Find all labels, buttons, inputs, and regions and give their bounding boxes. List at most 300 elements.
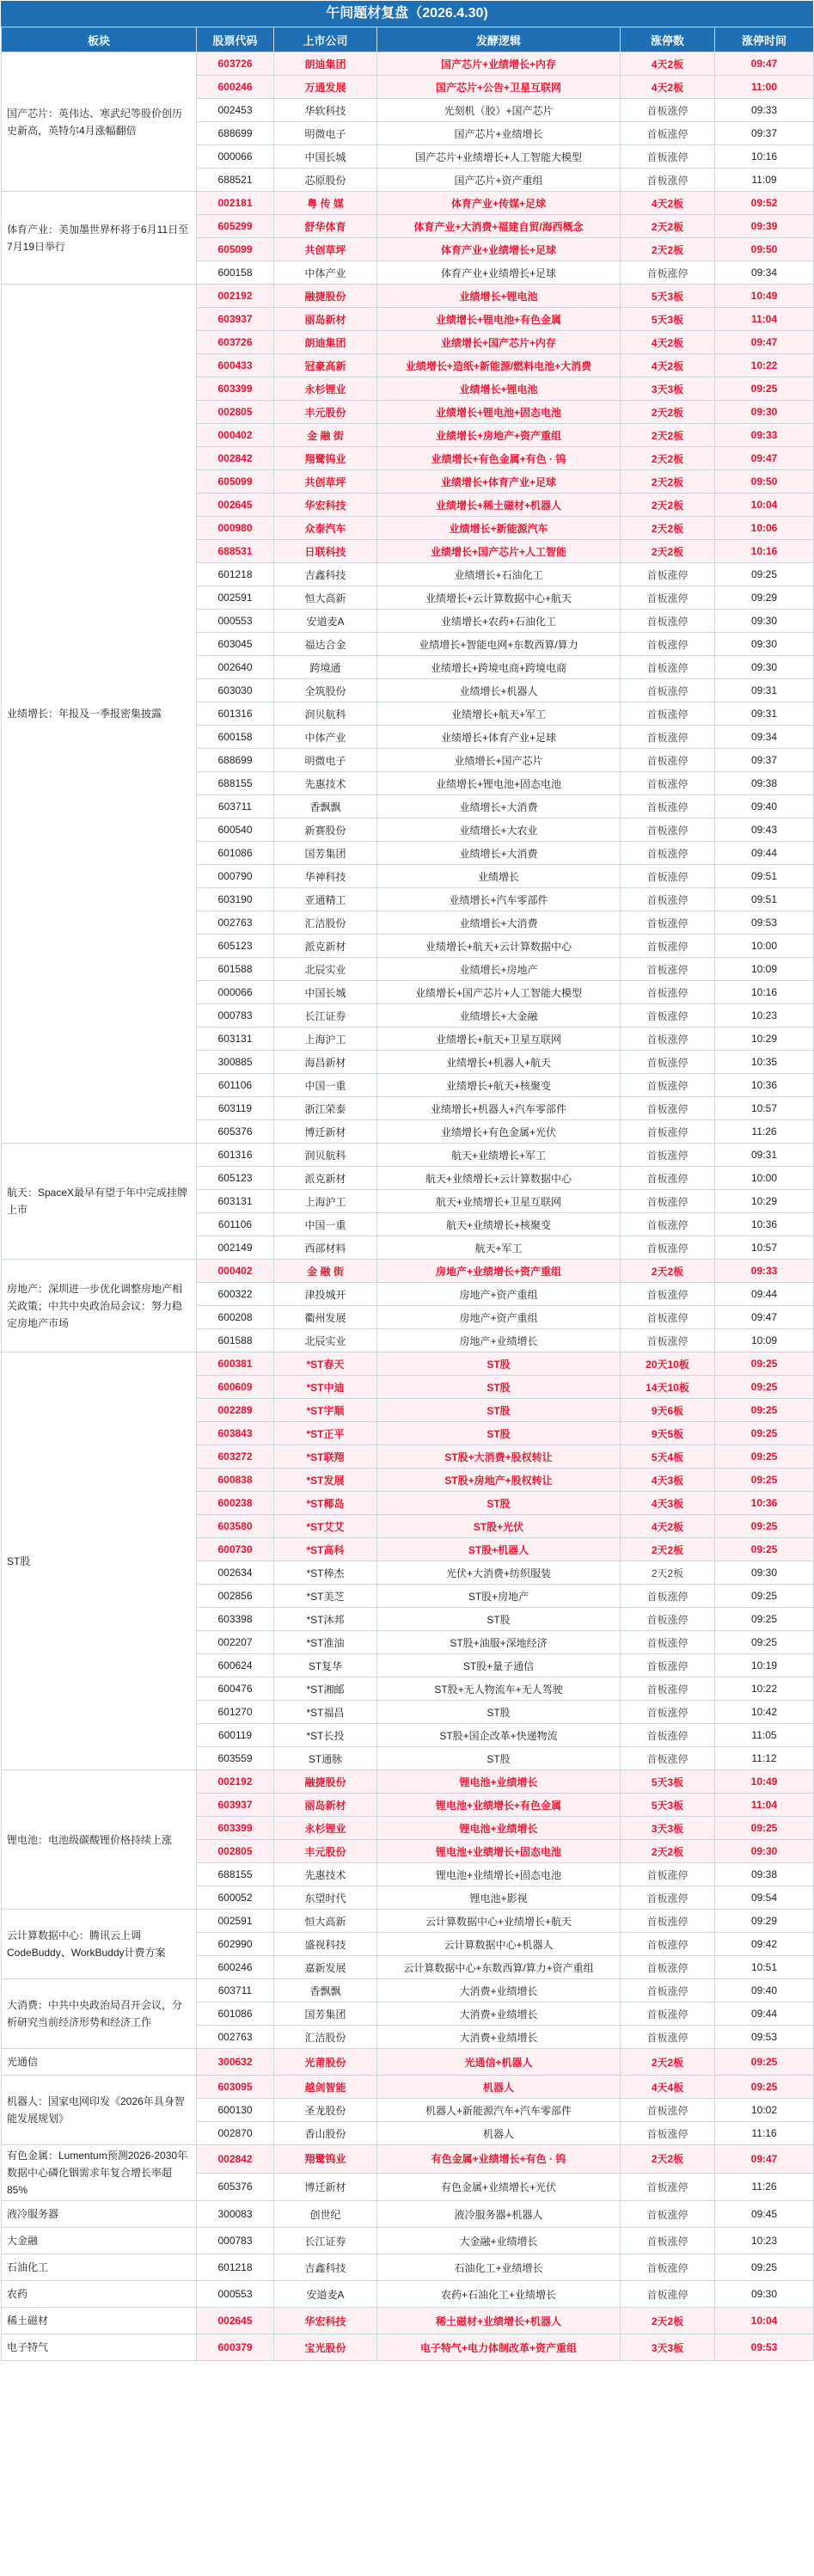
logic-text: 业绩增长+汽车零部件 <box>377 888 621 911</box>
board-count: 2天2板 <box>621 2308 715 2334</box>
logic-text: 业绩增长+体育产业+足球 <box>377 470 621 494</box>
company-name: 丽岛新材 <box>274 1794 377 1817</box>
company-name: ST通脉 <box>274 1747 377 1770</box>
limit-time: 09:37 <box>715 122 814 145</box>
board-count: 首板涨停 <box>621 1863 715 1886</box>
limit-time: 09:25 <box>715 1399 814 1422</box>
logic-text: 业绩增长+国产芯片+人工智能 <box>377 540 621 563</box>
board-count: 首板涨停 <box>621 1956 715 1979</box>
logic-text: 业绩增长+稀土磁材+机器人 <box>377 494 621 517</box>
logic-text: 业绩增长+农药+石油化工 <box>377 610 621 633</box>
company-name: 越剑智能 <box>274 2076 377 2099</box>
logic-text: 业绩增长+体育产业+足球 <box>377 726 621 749</box>
company-name: 融捷股份 <box>274 1770 377 1794</box>
limit-time: 09:53 <box>715 911 814 935</box>
limit-time: 09:50 <box>715 470 814 494</box>
table-row <box>2 1352 814 1376</box>
limit-time: 09:37 <box>715 749 814 772</box>
limit-time: 10:35 <box>715 1051 814 1074</box>
limit-time: 09:45 <box>715 2201 814 2228</box>
board-count: 首板涨停 <box>621 1631 715 1654</box>
stock-code: 600730 <box>197 1538 274 1561</box>
company-name: 西部材料 <box>274 1236 377 1260</box>
stock-code: 002856 <box>197 1585 274 1608</box>
stock-code: 688531 <box>197 540 274 563</box>
stock-code: 688699 <box>197 122 274 145</box>
company-name: 众泰汽车 <box>274 517 377 540</box>
stock-code: 601316 <box>197 1144 274 1167</box>
limit-time: 09:40 <box>715 795 814 819</box>
board-count: 14天10板 <box>621 1376 715 1399</box>
company-name: 日联科技 <box>274 540 377 563</box>
logic-text: 体育产业+传媒+足球 <box>377 192 621 215</box>
table-row <box>2 2334 814 2361</box>
table-row <box>2 1144 814 1167</box>
stock-code: 688155 <box>197 772 274 795</box>
limit-time: 11:05 <box>715 1724 814 1747</box>
board-count: 首板涨停 <box>621 2122 715 2145</box>
limit-time: 09:31 <box>715 702 814 726</box>
logic-text: 锂电池+业绩增长+有色金属 <box>377 1794 621 1817</box>
company-name: 芯原股份 <box>274 169 377 192</box>
limit-time: 10:09 <box>715 1329 814 1352</box>
sector-cell: 业绩增长：年报及一季报密集披露 <box>2 285 197 1144</box>
board-count: 4天3板 <box>621 1492 715 1515</box>
stock-code: 002181 <box>197 192 274 215</box>
logic-text: 锂电池+业绩增长 <box>377 1817 621 1840</box>
board-count: 首板涨停 <box>621 935 715 958</box>
logic-text: ST股+房地产 <box>377 1585 621 1608</box>
limit-time: 10:16 <box>715 145 814 169</box>
table-row <box>2 1260 814 1283</box>
company-name: *ST宇顺 <box>274 1399 377 1422</box>
logic-text: 业绩增长+锂电池 <box>377 285 621 308</box>
table-row <box>2 1770 814 1794</box>
board-count: 首板涨停 <box>621 2026 715 2049</box>
logic-text: 业绩增长+锂电池 <box>377 377 621 401</box>
company-name: 浙江荣泰 <box>274 1097 377 1120</box>
board-count: 4天2板 <box>621 331 715 354</box>
stock-table <box>1 27 814 2361</box>
board-count: 2天2板 <box>621 1840 715 1863</box>
limit-time: 09:30 <box>715 2281 814 2308</box>
limit-time: 09:47 <box>715 331 814 354</box>
table-row <box>2 2076 814 2099</box>
limit-time: 09:25 <box>715 1608 814 1631</box>
limit-time: 10:36 <box>715 1492 814 1515</box>
company-name: 粤 传 媒 <box>274 192 377 215</box>
logic-text: 业绩增长+锂电池+固态电池 <box>377 401 621 424</box>
limit-time: 11:09 <box>715 169 814 192</box>
logic-text: 国产芯片+业绩增长 <box>377 122 621 145</box>
company-name: 博迁新材 <box>274 2173 377 2201</box>
board-count: 首板涨停 <box>621 1027 715 1051</box>
logic-text: 国产芯片+业绩增长+人工智能大模型 <box>377 145 621 169</box>
limit-time: 10:51 <box>715 1956 814 1979</box>
limit-time: 09:25 <box>715 2254 814 2281</box>
company-name: 香飘飘 <box>274 795 377 819</box>
limit-time: 09:30 <box>715 610 814 633</box>
company-name: 全筑股份 <box>274 679 377 702</box>
logic-text: 业绩增长+大消费 <box>377 842 621 865</box>
table-row <box>2 2201 814 2228</box>
logic-text: 大消费+业绩增长 <box>377 1979 621 2003</box>
stock-code: 002192 <box>197 285 274 308</box>
stock-code: 603131 <box>197 1190 274 1213</box>
company-name: 圣龙股份 <box>274 2099 377 2122</box>
stock-code: 002591 <box>197 1910 274 1933</box>
board-count: 5天3板 <box>621 1794 715 1817</box>
stock-code: 002640 <box>197 656 274 679</box>
logic-text: 业绩增长 <box>377 865 621 888</box>
stock-code: 603190 <box>197 888 274 911</box>
stock-code: 002842 <box>197 447 274 470</box>
logic-text: 机器人 <box>377 2076 621 2099</box>
sector-cell: 房地产：深圳进一步优化调整房地产相关政策；中共中央政治局会议：努力稳定房地产市场 <box>2 1260 197 1352</box>
board-count: 4天2板 <box>621 354 715 377</box>
company-name: *ST长投 <box>274 1724 377 1747</box>
logic-text: ST股+大消费+股权转让 <box>377 1445 621 1469</box>
stock-code: 601270 <box>197 1701 274 1724</box>
board-count: 4天4板 <box>621 2076 715 2099</box>
board-count: 首板涨停 <box>621 1190 715 1213</box>
logic-text: 锂电池+业绩增长+固态电池 <box>377 1863 621 1886</box>
company-name: 丰元股份 <box>274 401 377 424</box>
board-count: 首板涨停 <box>621 772 715 795</box>
limit-time: 11:04 <box>715 1794 814 1817</box>
limit-time: 09:40 <box>715 1979 814 2003</box>
logic-text: 体育产业+业绩增长+足球 <box>377 238 621 261</box>
board-count: 2天2板 <box>621 540 715 563</box>
limit-time: 10:04 <box>715 2308 814 2334</box>
logic-text: 房地产+资产重组 <box>377 1306 621 1329</box>
limit-time: 11:16 <box>715 2122 814 2145</box>
stock-code: 605299 <box>197 215 274 238</box>
stock-code: 600379 <box>197 2334 274 2361</box>
company-name: 先惠技术 <box>274 772 377 795</box>
limit-time: 09:31 <box>715 1144 814 1167</box>
company-name: 恒大高新 <box>274 586 377 610</box>
stock-code: 002289 <box>197 1399 274 1422</box>
limit-time: 09:39 <box>715 215 814 238</box>
company-name: 长江证券 <box>274 2228 377 2254</box>
company-name: 恒大高新 <box>274 1910 377 1933</box>
board-count: 3天3板 <box>621 2334 715 2361</box>
board-count: 首板涨停 <box>621 888 715 911</box>
company-name: 明微电子 <box>274 122 377 145</box>
limit-time: 11:26 <box>715 2173 814 2201</box>
board-count: 首板涨停 <box>621 1097 715 1120</box>
company-name: 光莆股份 <box>274 2049 377 2076</box>
board-count: 首板涨停 <box>621 169 715 192</box>
stock-code: 688699 <box>197 749 274 772</box>
company-name: 衢州发展 <box>274 1306 377 1329</box>
company-name: 香山股份 <box>274 2122 377 2145</box>
stock-code: 601106 <box>197 1213 274 1236</box>
logic-text: 光伏+大消费+纺织服装 <box>377 1561 621 1585</box>
stock-code: 600322 <box>197 1283 274 1306</box>
board-count: 2天2板 <box>621 2145 715 2174</box>
table-row <box>2 2281 814 2308</box>
sector-cell: 机器人：国家电网印发《2026年具身智能发展规划》 <box>2 2076 197 2145</box>
stock-code: 601588 <box>197 1329 274 1352</box>
limit-time: 10:36 <box>715 1074 814 1097</box>
stock-code: 603272 <box>197 1445 274 1469</box>
logic-text: ST股 <box>377 1422 621 1445</box>
header-limit-time: 涨停时间 <box>715 28 814 52</box>
limit-time: 10:04 <box>715 494 814 517</box>
company-name: *ST棒杰 <box>274 1561 377 1585</box>
company-name: 博迁新材 <box>274 1120 377 1144</box>
company-name: 福达合金 <box>274 633 377 656</box>
board-count: 4天2板 <box>621 52 715 76</box>
limit-time: 11:04 <box>715 308 814 331</box>
company-name: *ST高科 <box>274 1538 377 1561</box>
board-count: 2天2板 <box>621 1538 715 1561</box>
board-count: 首板涨停 <box>621 633 715 656</box>
limit-time: 10:49 <box>715 285 814 308</box>
company-name: 宝光股份 <box>274 2334 377 2361</box>
board-count: 首板涨停 <box>621 1585 715 1608</box>
company-name: 北辰实业 <box>274 958 377 981</box>
logic-text: ST股+量子通信 <box>377 1654 621 1677</box>
board-count: 首板涨停 <box>621 702 715 726</box>
board-count: 首板涨停 <box>621 2099 715 2122</box>
logic-text: 航天+业绩增长+卫星互联网 <box>377 1190 621 1213</box>
board-count: 首板涨停 <box>621 958 715 981</box>
limit-time: 10:57 <box>715 1236 814 1260</box>
company-name: 跨境通 <box>274 656 377 679</box>
limit-time: 09:33 <box>715 424 814 447</box>
limit-time: 09:47 <box>715 447 814 470</box>
company-name: 华宏科技 <box>274 494 377 517</box>
table-row <box>2 1979 814 2003</box>
logic-text: 业绩增长+有色金属+光伏 <box>377 1120 621 1144</box>
limit-time: 09:30 <box>715 633 814 656</box>
limit-time: 11:12 <box>715 1747 814 1770</box>
company-name: 创世纪 <box>274 2201 377 2228</box>
limit-time: 09:44 <box>715 2003 814 2026</box>
stock-code: 300632 <box>197 2049 274 2076</box>
stock-code: 688521 <box>197 169 274 192</box>
stock-code: 000783 <box>197 2228 274 2254</box>
board-count: 5天4板 <box>621 1445 715 1469</box>
sector-cell: 稀土磁材 <box>2 2308 197 2334</box>
stock-code: 605099 <box>197 238 274 261</box>
board-count: 首板涨停 <box>621 1724 715 1747</box>
company-name: 中国一重 <box>274 1213 377 1236</box>
company-name: 丰元股份 <box>274 1840 377 1863</box>
logic-text: 房地产+业绩增长 <box>377 1329 621 1352</box>
stock-code: 603095 <box>197 2076 274 2099</box>
stock-code: 601086 <box>197 842 274 865</box>
logic-text: 房地产+业绩增长+资产重组 <box>377 1260 621 1283</box>
table-row <box>2 2254 814 2281</box>
company-name: 永杉锂业 <box>274 377 377 401</box>
sector-cell: 云计算数据中心：腾讯云上调CodeBuddy、WorkBuddy计费方案 <box>2 1910 197 1979</box>
limit-time: 09:25 <box>715 2076 814 2099</box>
sector-cell: 体育产业：美加墨世界杯将于6月11日至7月19日举行 <box>2 192 197 285</box>
company-name: *ST椰岛 <box>274 1492 377 1515</box>
stock-code: 603726 <box>197 52 274 76</box>
stock-code: 600052 <box>197 1886 274 1910</box>
logic-text: ST股+国企改革+快递物流 <box>377 1724 621 1747</box>
company-name: 舒华体育 <box>274 215 377 238</box>
board-count: 首板涨停 <box>621 99 715 122</box>
logic-text: 业绩增长+新能源汽车 <box>377 517 621 540</box>
board-count: 首板涨停 <box>621 1283 715 1306</box>
company-name: 派克新材 <box>274 1167 377 1190</box>
board-count: 首板涨停 <box>621 586 715 610</box>
company-name: 丽岛新材 <box>274 308 377 331</box>
company-name: 香飘飘 <box>274 1979 377 2003</box>
board-count: 首板涨停 <box>621 145 715 169</box>
stock-code: 600433 <box>197 354 274 377</box>
board-count: 3天3板 <box>621 1817 715 1840</box>
company-name: 朗迪集团 <box>274 52 377 76</box>
limit-time: 09:25 <box>715 1445 814 1469</box>
board-count: 首板涨停 <box>621 795 715 819</box>
board-count: 首板涨停 <box>621 1608 715 1631</box>
limit-time: 09:47 <box>715 52 814 76</box>
limit-time: 10:16 <box>715 540 814 563</box>
stock-code: 600158 <box>197 261 274 285</box>
board-count: 首板涨停 <box>621 1051 715 1074</box>
logic-text: 机器人 <box>377 2122 621 2145</box>
company-name: 华神科技 <box>274 865 377 888</box>
limit-time: 09:51 <box>715 865 814 888</box>
logic-text: 业绩增长+机器人 <box>377 679 621 702</box>
company-name: 中体产业 <box>274 726 377 749</box>
stock-code: 688155 <box>197 1863 274 1886</box>
stock-code: 002805 <box>197 1840 274 1863</box>
board-count: 首板涨停 <box>621 1306 715 1329</box>
table-body <box>2 52 814 2361</box>
limit-time: 09:25 <box>715 2049 814 2076</box>
stock-code: 000790 <box>197 865 274 888</box>
limit-time: 09:30 <box>715 656 814 679</box>
table-row <box>2 52 814 76</box>
limit-time: 10:16 <box>715 981 814 1004</box>
company-name: 冠豪高新 <box>274 354 377 377</box>
sector-cell: 液冷服务器 <box>2 2201 197 2228</box>
limit-time: 10:29 <box>715 1027 814 1051</box>
logic-text: ST股+光伏 <box>377 1515 621 1538</box>
logic-text: 锂电池+业绩增长+固态电池 <box>377 1840 621 1863</box>
logic-text: 业绩增长+云计算数据中心+航天 <box>377 586 621 610</box>
board-count: 首板涨停 <box>621 610 715 633</box>
board-count: 首板涨停 <box>621 981 715 1004</box>
stock-code: 002805 <box>197 401 274 424</box>
limit-time: 10:06 <box>715 517 814 540</box>
company-name: 派克新材 <box>274 935 377 958</box>
stock-code: 603711 <box>197 795 274 819</box>
stock-code: 600158 <box>197 726 274 749</box>
logic-text: 业绩增长+锂电池+固态电池 <box>377 772 621 795</box>
board-count: 首板涨停 <box>621 1747 715 1770</box>
logic-text: 锂电池+业绩增长 <box>377 1770 621 1794</box>
sector-cell: 大消费：中共中央政治局召开会议，分析研究当前经济形势和经济工作 <box>2 1979 197 2049</box>
board-count: 2天2板 <box>621 424 715 447</box>
board-count: 2天2板 <box>621 470 715 494</box>
board-count: 首板涨停 <box>621 656 715 679</box>
company-name: *ST湘邮 <box>274 1677 377 1701</box>
limit-time: 09:30 <box>715 1840 814 1863</box>
limit-time: 09:30 <box>715 1561 814 1585</box>
logic-text: 大消费+业绩增长 <box>377 2026 621 2049</box>
stock-code: 603399 <box>197 377 274 401</box>
board-count: 5天3板 <box>621 1770 715 1794</box>
stock-code: 000553 <box>197 2281 274 2308</box>
company-name: *ST联翔 <box>274 1445 377 1469</box>
sector-cell: ST股 <box>2 1352 197 1770</box>
limit-time: 10:22 <box>715 354 814 377</box>
limit-time: 09:52 <box>715 192 814 215</box>
board-count: 首板涨停 <box>621 563 715 586</box>
board-count: 首板涨停 <box>621 261 715 285</box>
logic-text: 业绩增长+航天+核聚变 <box>377 1074 621 1097</box>
logic-text: 云计算数据中心+东数西算/算力+资产重组 <box>377 1956 621 1979</box>
board-count: 首板涨停 <box>621 2173 715 2201</box>
board-count: 首板涨停 <box>621 1654 715 1677</box>
board-count: 首板涨停 <box>621 1120 715 1144</box>
board-count: 首板涨停 <box>621 2003 715 2026</box>
company-name: 中国长城 <box>274 145 377 169</box>
stock-code: 002842 <box>197 2145 274 2174</box>
limit-time: 09:33 <box>715 99 814 122</box>
stock-code: 605376 <box>197 1120 274 1144</box>
company-name: *ST沐邦 <box>274 1608 377 1631</box>
limit-time: 09:30 <box>715 401 814 424</box>
logic-text: 业绩增长+智能电网+东数西算/算力 <box>377 633 621 656</box>
limit-time: 10:19 <box>715 1654 814 1677</box>
logic-text: 业绩增长+机器人+汽车零部件 <box>377 1097 621 1120</box>
board-count: 2天2板 <box>621 215 715 238</box>
company-name: 汇洁股份 <box>274 911 377 935</box>
logic-text: 航天+军工 <box>377 1236 621 1260</box>
logic-text: 业绩增长+房地产 <box>377 958 621 981</box>
header-code: 股票代码 <box>197 28 274 52</box>
board-count: 首板涨停 <box>621 1167 715 1190</box>
limit-time: 10:23 <box>715 1004 814 1027</box>
logic-text: ST股+机器人 <box>377 1538 621 1561</box>
stock-code: 603580 <box>197 1515 274 1538</box>
limit-time: 09:42 <box>715 1933 814 1956</box>
stock-code: 603131 <box>197 1027 274 1051</box>
logic-text: ST股 <box>377 1399 621 1422</box>
limit-time: 09:25 <box>715 377 814 401</box>
stock-code: 002591 <box>197 586 274 610</box>
board-count: 首板涨停 <box>621 679 715 702</box>
logic-text: 业绩增长+国产芯片+人工智能大模型 <box>377 981 621 1004</box>
logic-text: 业绩增长+锂电池+有色金属 <box>377 308 621 331</box>
board-count: 4天2板 <box>621 1515 715 1538</box>
company-name: 安道麦A <box>274 2281 377 2308</box>
limit-time: 10:22 <box>715 1677 814 1701</box>
limit-time: 09:25 <box>715 1631 814 1654</box>
limit-time: 11:00 <box>715 76 814 99</box>
board-count: 首板涨停 <box>621 1701 715 1724</box>
stock-code: 601316 <box>197 702 274 726</box>
board-count: 首板涨停 <box>621 1677 715 1701</box>
stock-code: 605123 <box>197 935 274 958</box>
board-count: 首板涨停 <box>621 726 715 749</box>
header-company: 上市公司 <box>274 28 377 52</box>
stock-code: 603030 <box>197 679 274 702</box>
company-name: 金 融 街 <box>274 424 377 447</box>
stock-code: 601106 <box>197 1074 274 1097</box>
company-name: 北辰实业 <box>274 1329 377 1352</box>
